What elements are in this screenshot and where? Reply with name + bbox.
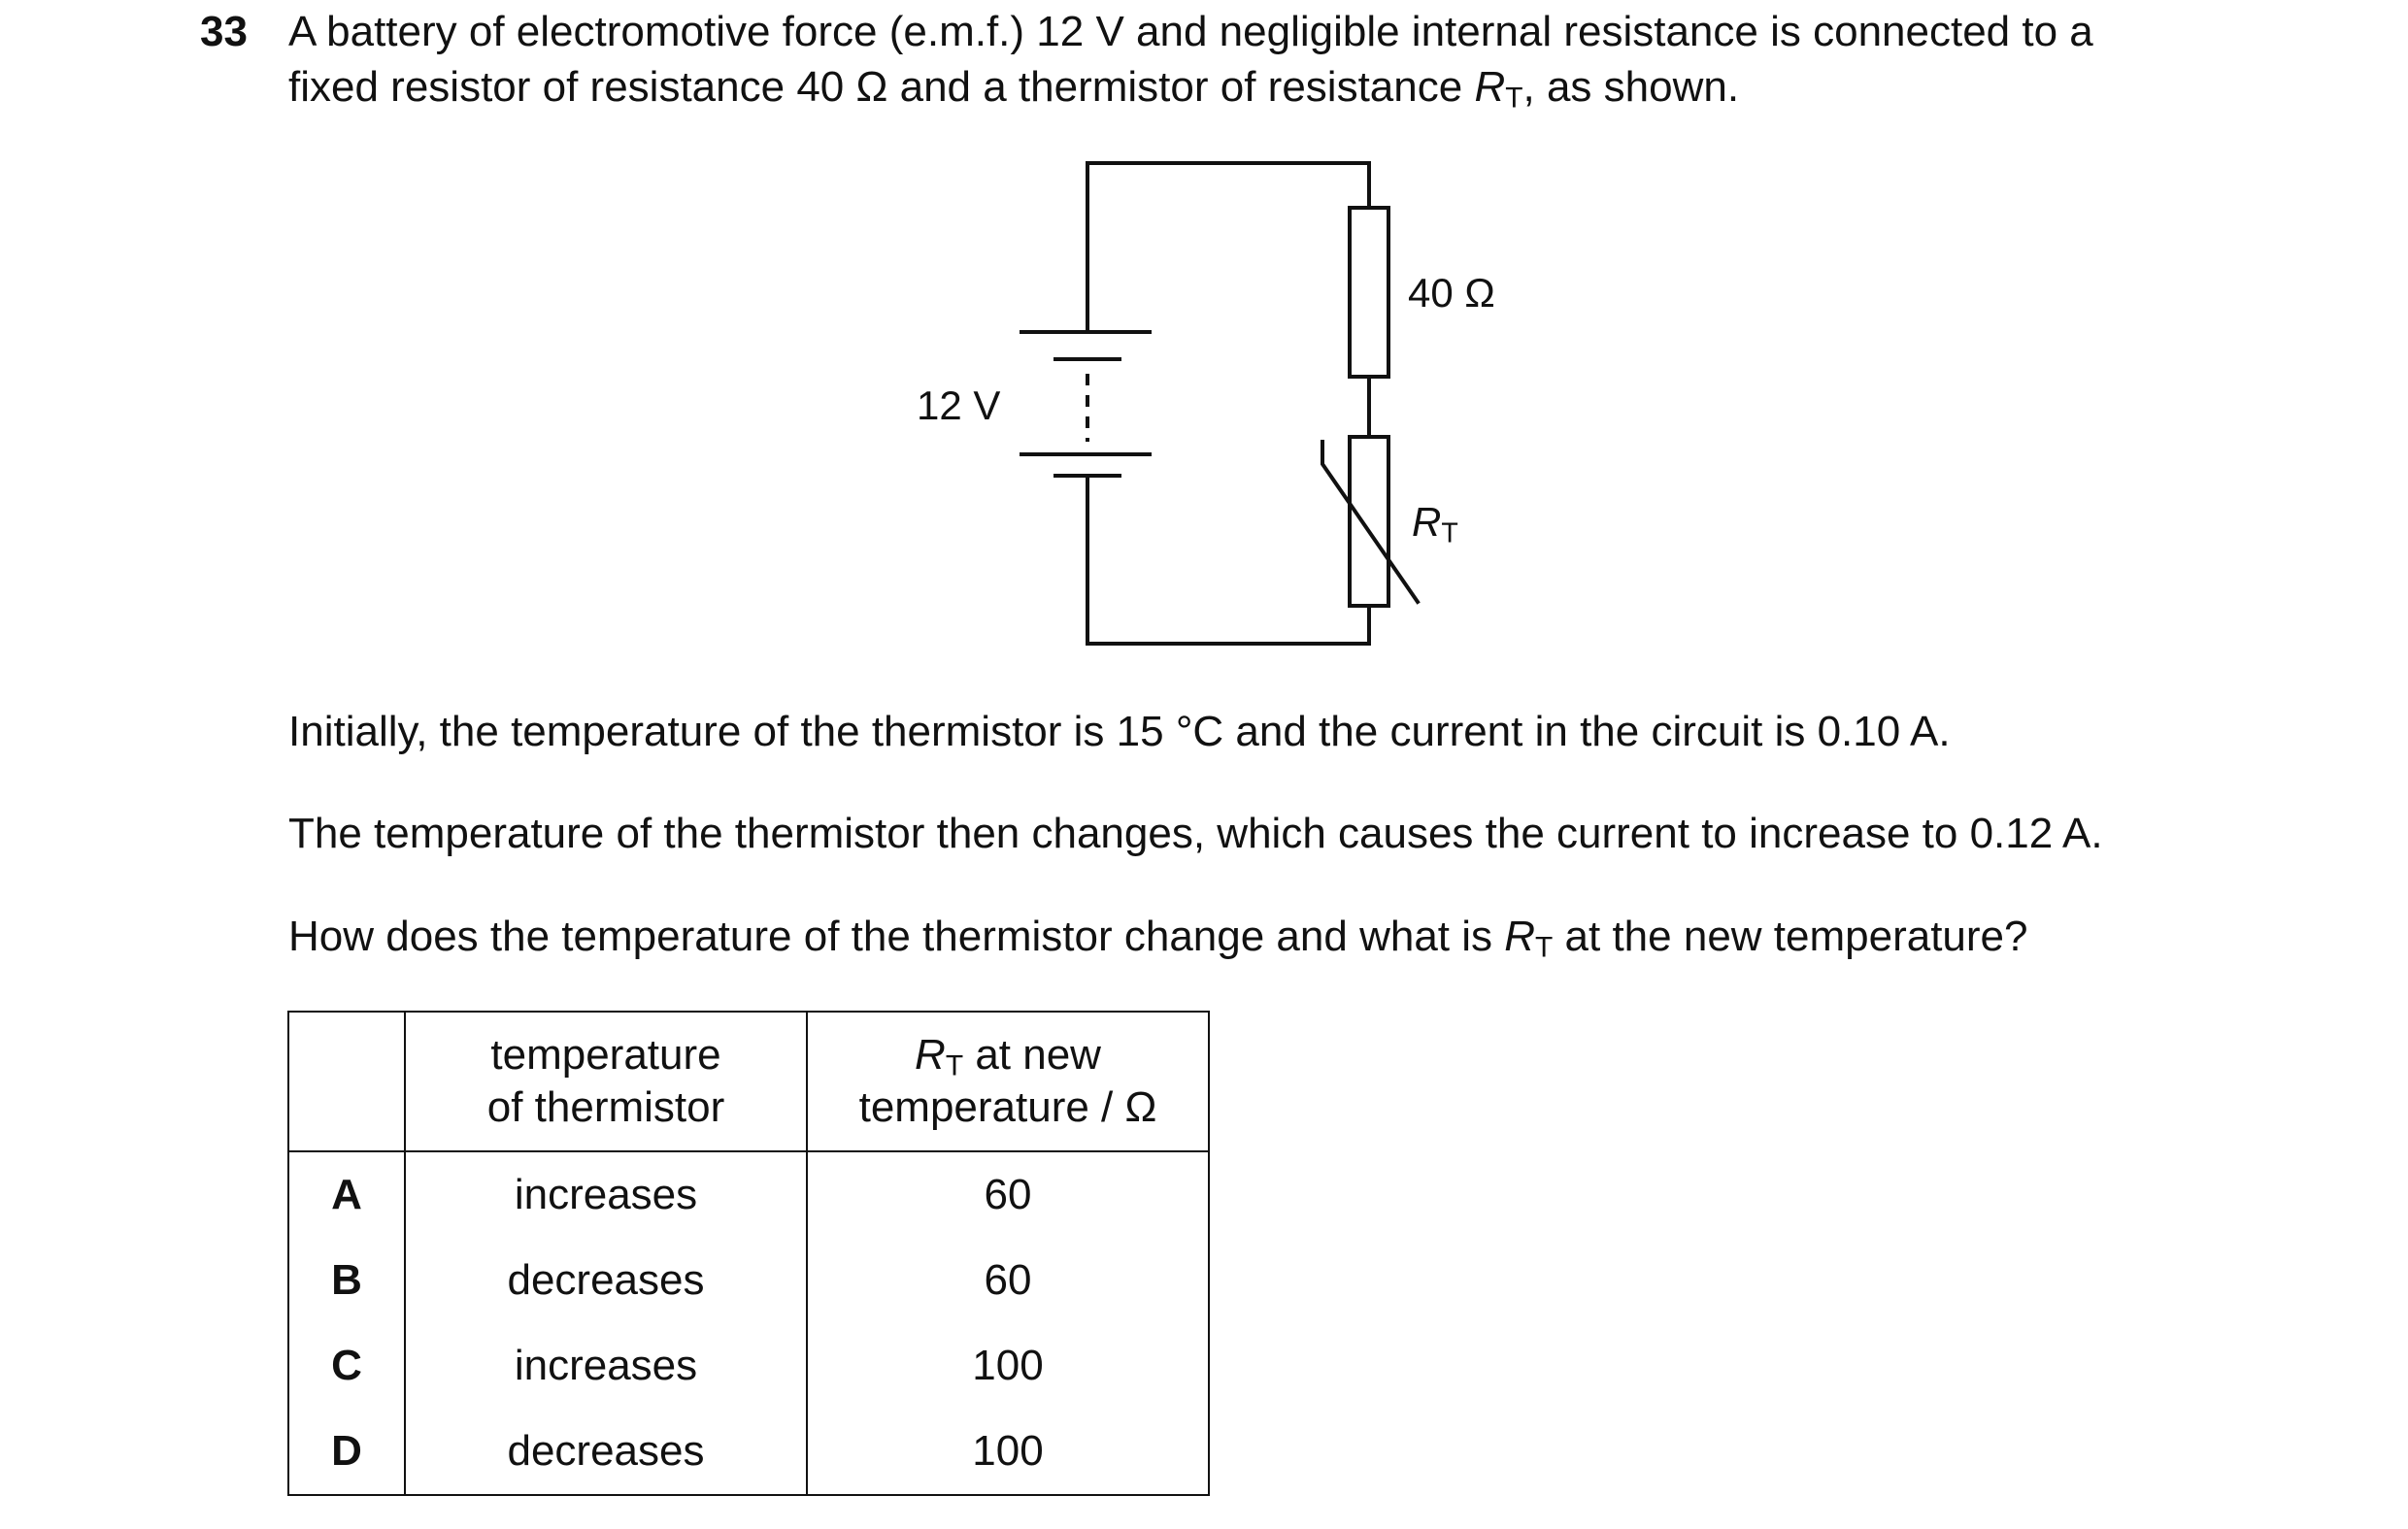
stem-line-2-start: fixed resistor of resistance 40 Ω and a thermistor of resistance	[288, 63, 1475, 111]
option-temperature: increases	[405, 1323, 807, 1409]
stem-line-2-end: , as shown.	[1522, 63, 1740, 111]
option-row-d[interactable]	[288, 1409, 1209, 1495]
header-rt-subscript: T	[945, 1049, 964, 1082]
paragraph-question	[288, 910, 2028, 964]
header-temperature-line-1: temperature	[490, 1031, 721, 1079]
thermistor-slash	[1322, 442, 1418, 602]
option-key: A	[288, 1151, 405, 1238]
option-resistance: 100	[807, 1323, 1209, 1409]
option-resistance: 60	[807, 1151, 1209, 1238]
paragraph-change: The temperature of the thermistor then changes, which causes the current to increase to 0.12 A.	[288, 810, 2103, 857]
question-number: 33	[200, 8, 248, 55]
table-header-row	[288, 1012, 1209, 1151]
option-row-a[interactable]	[288, 1151, 1209, 1238]
answer-options-table	[287, 1011, 1210, 1496]
stem-rt-symbol: R	[1474, 63, 1506, 111]
question-rt-subscript: T	[1535, 931, 1554, 964]
option-row-c[interactable]	[288, 1323, 1209, 1409]
thermistor-label	[1412, 499, 1458, 549]
stem-line-1: A battery of electromotive force (e.m.f.) 12 V and negligible internal resistance is connected to a	[288, 8, 2093, 55]
header-temperature	[405, 1012, 807, 1151]
header-resistance-line-1	[808, 1029, 1208, 1081]
stem-rt-subscript: T	[1505, 82, 1523, 115]
thermistor-subscript: T	[1441, 517, 1458, 549]
option-temperature: increases	[405, 1151, 807, 1238]
option-key: C	[288, 1323, 405, 1409]
circuit-diagram	[0, 0, 2408, 738]
fixed-resistor	[1350, 208, 1388, 377]
thermistor-symbol: R	[1412, 499, 1442, 545]
header-temperature-line-2: of thermistor	[486, 1083, 725, 1131]
option-row-b[interactable]	[288, 1238, 1209, 1323]
question-text-end: at the new temperature?	[1553, 913, 2028, 960]
battery-label: 12 V	[917, 382, 1001, 428]
question-text-start: How does the temperature of the thermistor change and what is	[288, 913, 1505, 960]
header-resistance	[807, 1012, 1209, 1151]
resistor-label: 40 Ω	[1408, 270, 1495, 316]
option-key: D	[288, 1409, 405, 1495]
option-temperature: decreases	[405, 1238, 807, 1323]
header-resistance-line-1-rest: at new	[963, 1031, 1101, 1079]
option-temperature: decreases	[405, 1409, 807, 1495]
option-resistance: 100	[807, 1409, 1209, 1495]
header-resistance-line-2: temperature / Ω	[858, 1083, 1157, 1131]
question-rt-symbol: R	[1504, 913, 1536, 960]
option-resistance: 60	[807, 1238, 1209, 1323]
thermistor	[1350, 437, 1388, 606]
option-key: B	[288, 1238, 405, 1323]
paragraph-initial: Initially, the temperature of the thermistor is 15 °C and the current in the circuit is 0.10 A.	[288, 708, 1951, 755]
header-key-cell	[288, 1012, 405, 1151]
header-rt-symbol: R	[915, 1031, 946, 1079]
